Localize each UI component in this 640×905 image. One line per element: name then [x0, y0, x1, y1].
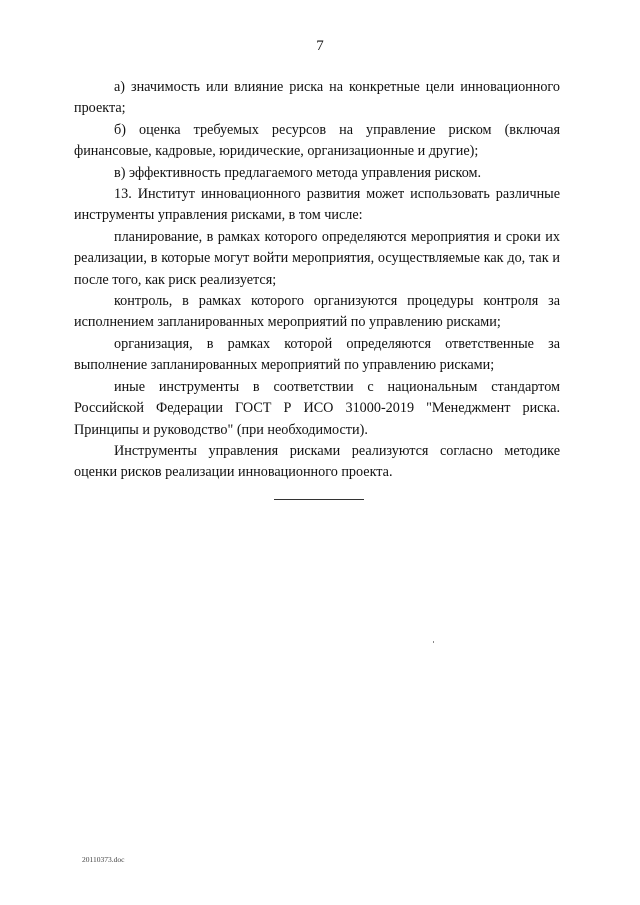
paragraph-criterion-b: б) оценка требуемых ресурсов на управление риском (включая финансовые, кадровые, юридические, организационные и другие); [74, 121, 560, 160]
document-body [74, 77, 560, 484]
paragraph-control: контроль, в рамках которого организуются процедуры контроля за исполнением запланированных мероприятий по управлению рисками; [74, 293, 560, 331]
paragraph-other-tools: иные инструменты в соответствии с национальным стандартом Российской Федерации ГОСТ Р ИСО 31000-2019 "Менеджмент риска. Принципы и руководство" (при необходимости). [74, 378, 560, 438]
paragraph-criterion-a: а) значимость или влияние риска на конкретные цели инновационного проекта; [74, 79, 560, 117]
paragraph-organization: организация, в рамках которой определяются ответственные за выполнение запланированных мероприятий по управлению рисками; [74, 335, 560, 374]
end-divider [274, 499, 364, 500]
footer-file-name: 20110373.doc [82, 855, 125, 864]
paragraph-closing: Инструменты управления рисками реализуются согласно методике оценки рисков реализации инновационного проекта. [74, 442, 560, 481]
paragraph-criterion-c: в) эффективность предлагаемого метода управления риском. [114, 164, 482, 181]
page-number: 7 [316, 38, 324, 54]
scan-speck [433, 641, 434, 643]
paragraph-planning: планирование, в рамках которого определяются мероприятия и сроки их реализации, в которые могут войти мероприятия, осуществляемые как до, так и после того, как риск реализуется; [74, 228, 560, 288]
paragraph-clause-13: 13. Институт инновационного развития может использовать различные инструменты управления рисками, в том числе: [74, 186, 560, 224]
